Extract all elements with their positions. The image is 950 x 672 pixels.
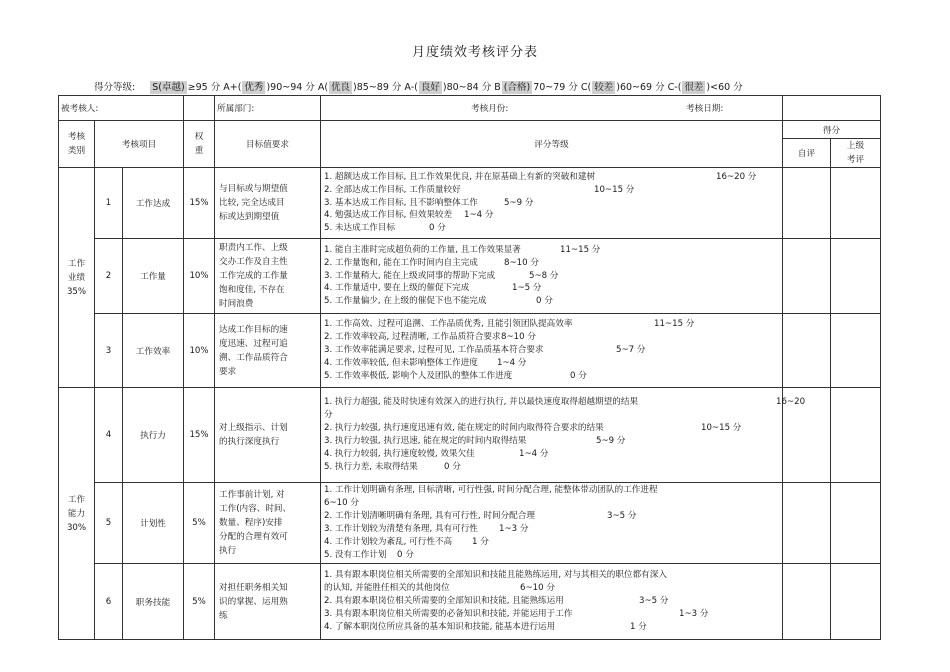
criteria-item: 1. 工作高效、过程可追溯、工作品质优秀, 且能引领团队提高效率 11~15 分 [324, 319, 695, 330]
grade-name: 优良 [331, 82, 351, 93]
page-title: 月度绩效考核评分表 [411, 45, 538, 60]
grade-name: 良好 [420, 82, 440, 93]
criteria-item: 分 [324, 410, 333, 421]
category-cell: 工作 能力 30% [59, 388, 95, 640]
criteria-item: 4. 执行力较弱, 执行速度较慢, 效果欠佳 1~4 分 [324, 448, 549, 459]
grade-range: )90~94 分 A( [266, 82, 329, 93]
grade-range: 70~79 分 C( [533, 82, 592, 93]
criteria-points: 10~15 分 [701, 423, 742, 434]
grade-scale [93, 79, 744, 93]
criteria-item: 5. 未达成工作目标 0 分 [324, 223, 446, 234]
criteria-item: 2. 执行力较强, 执行速度迅速有效, 能在规定的时间内取得符合要求的结果 10~15 分 [324, 423, 742, 434]
dept-label: 所属部门: [215, 96, 321, 121]
table-row [59, 239, 881, 314]
criteria-points: 1~5 分 [512, 283, 542, 294]
grade-range: ≥95 分 A+( [187, 82, 242, 93]
header-superior: 上级 考评 [831, 139, 881, 168]
self-score-cell[interactable] [783, 168, 831, 239]
criteria-item: 的认知, 并能胜任相关的其他岗位 6~10 分 [324, 583, 555, 594]
grade-range: )60~69 分 C-( [616, 82, 682, 93]
header-target: 目标值要求 [215, 121, 321, 168]
criteria-item: 3. 执行力较强, 执行迅速, 能在规定的时间内取得结果 5~9 分 [324, 436, 626, 446]
criteria-points: 16~20 [776, 397, 806, 408]
superior-score-cell[interactable] [831, 314, 881, 388]
assessee-value[interactable] [184, 96, 215, 121]
superior-score-cell[interactable] [831, 388, 881, 483]
item-name: 执行力 [123, 388, 184, 483]
criteria-points: 5~7 分 [616, 345, 646, 356]
category-cell: 工作 业绩 35% [59, 168, 95, 388]
criteria-points: 1~3 分 [679, 608, 709, 619]
criteria-item: 2. 工作效率较高, 过程清晰, 工作品质符合要求 8~10 分 [324, 332, 536, 343]
criteria-item: 2. 工作计划清晰明确有条理, 具有可行性, 时间分配合理 3~5 分 [324, 511, 637, 522]
target-requirement: 对上级指示、计划 的执行深度执行 [215, 388, 321, 483]
criteria-item: 4. 勉强达成工作目标, 但效果较差 1~4 分 [324, 210, 494, 221]
item-weight: 10% [184, 314, 215, 388]
superior-score-cell[interactable] [831, 483, 881, 564]
self-score-cell[interactable] [783, 239, 831, 314]
target-requirement: 工作事前计划, 对 工作(内容、时间、 数量、程序)安排 分配的合理有效可 执行 [215, 483, 321, 564]
item-weight: 5% [184, 564, 215, 640]
criteria-points: 0 分 [444, 461, 461, 472]
evaluation-table [58, 95, 881, 640]
header-category: 考核 类别 [59, 121, 95, 168]
superior-score-cell[interactable] [831, 564, 881, 640]
table-row [59, 168, 881, 239]
self-score-cell[interactable] [783, 483, 831, 564]
item-weight: 15% [184, 168, 215, 239]
criteria-item: 3. 工作计划较为清楚有条理, 具有可行性 1~3 分 [324, 524, 529, 534]
criteria-item: 5. 执行力差, 未取得结果 0 分 [324, 461, 461, 472]
criteria-item: 1. 具有跟本职岗位相关所需要的全部知识和技能且能熟练运用, 对与其相关的职位都有深入 [324, 570, 667, 581]
target-requirement: 与目标或与期望值 比较, 完全达成目 标或达到期望值 [215, 168, 321, 239]
info-row [59, 96, 881, 121]
superior-score-cell[interactable] [831, 168, 881, 239]
item-number: 3 [95, 314, 123, 388]
criteria-item: 2. 具有跟本职岗位相关所需要的全部知识和技能, 且能熟练运用 3~5 分 [324, 596, 669, 607]
criteria-points: 0 分 [570, 370, 587, 381]
table-row [59, 564, 881, 640]
criteria-item: 4. 工作效率较低, 但未影响整体工作进度 1~4 分 [324, 357, 527, 368]
dept-month-cell[interactable] [321, 96, 783, 121]
criteria-points: 8~10 分 [501, 332, 536, 343]
header-self: 自评 [783, 139, 831, 168]
criteria-points: 11~15 分 [654, 319, 695, 330]
date-value[interactable] [783, 96, 881, 121]
criteria-points: 0 分 [536, 296, 553, 307]
self-score-cell[interactable] [783, 314, 831, 388]
grade-name: 很差 [684, 82, 704, 93]
criteria-item: 5. 没有工作计划 0 分 [324, 549, 414, 560]
criteria-points: 16~20 分 [716, 171, 757, 182]
item-number: 1 [95, 168, 123, 239]
criteria-list [321, 314, 783, 388]
item-weight: 10% [184, 239, 215, 314]
criteria-item: 4. 工作量适中, 要在上级的催促下完成 1~5 分 [324, 283, 542, 294]
criteria-points: 1~4 分 [464, 210, 494, 221]
criteria-points: 5~9 分 [596, 436, 626, 446]
criteria-points: 6~10 分 [520, 583, 555, 594]
criteria-points: 5~9 分 [504, 197, 534, 208]
item-name: 职务技能 [123, 564, 184, 640]
target-requirement: 对担任职务相关知 识的掌握、运用熟 练 [215, 564, 321, 640]
criteria-item: 6~10 分 [324, 498, 359, 509]
item-weight: 5% [184, 483, 215, 564]
item-number: 5 [95, 483, 123, 564]
criteria-item: 3. 具有跟本职岗位相关所需要的必备知识和技能, 并能运用于工作 1~3 分 [324, 608, 709, 619]
criteria-points: 1~3 分 [499, 524, 529, 534]
criteria-item: 1. 工作计划明确有条理, 目标清晰, 可行性强, 时间分配合理, 能整体带动团队的工作进程 [324, 485, 658, 496]
item-name: 工作达成 [123, 168, 184, 239]
criteria-points: 0 分 [429, 223, 446, 234]
item-number: 2 [95, 239, 123, 314]
criteria-points: 8~10 分 [504, 257, 539, 268]
month-label: 考核月份: [471, 104, 509, 114]
table-row [59, 483, 881, 564]
grade-range: )85~89 分 A-( [353, 82, 418, 93]
criteria-item: 5. 工作效率极低, 影响个人及团队的整体工作进度 0 分 [324, 370, 587, 381]
superior-score-cell[interactable] [831, 239, 881, 314]
criteria-item: 3. 工作量稍大, 能在上级或同事的帮助下完成 5~8 分 [324, 270, 559, 281]
criteria-list [321, 388, 806, 483]
criteria-points: 0 分 [397, 549, 414, 560]
item-name: 工作量 [123, 239, 184, 314]
criteria-item: 3. 工作效率能满足要求, 过程可见, 工作品质基本符合要求 5~7 分 [324, 345, 646, 356]
item-weight: 15% [184, 388, 215, 483]
grade-range: )80~84 分 B [442, 82, 501, 93]
self-score-cell[interactable] [783, 564, 831, 640]
table-row [59, 388, 881, 483]
grade-range: )<60 分 [706, 82, 743, 93]
criteria-points: 1 分 [472, 536, 489, 547]
criteria-list [321, 564, 783, 640]
date-label: 考核日期: [686, 104, 724, 114]
item-number: 4 [95, 388, 123, 483]
header-row-1 [59, 121, 881, 139]
criteria-item: 1. 超额达成工作目标, 且工作效果优良, 并在原基础上有新的突破和建树 16~20 分 [324, 171, 757, 182]
criteria-points: 1 分 [630, 621, 647, 632]
target-requirement: 职责内工作、上级 交办工作及自主性 工作完成的工作量 饱和度佳, 不存在 时间浪费 [215, 239, 321, 314]
criteria-points: 3~5 分 [607, 511, 637, 522]
header-criteria: 评分等级 [321, 121, 783, 168]
criteria-item: 3. 基本达成工作目标, 且不影响整体工作 5~9 分 [324, 197, 534, 208]
item-name: 工作效率 [123, 314, 184, 388]
criteria-list [321, 239, 783, 314]
criteria-item: 4. 工作计划较为紊乱, 可行性不高 1 分 [324, 536, 489, 547]
grade-name: 较差 [594, 82, 614, 93]
criteria-points: 1~4 分 [519, 448, 549, 459]
grade-name: S(卓越) [152, 82, 185, 93]
criteria-list [321, 483, 783, 564]
criteria-item: 4. 了解本职岗位所应具备的基本知识和技能, 能基本进行运用 1 分 [324, 621, 647, 632]
criteria-item: 5. 工作量偏少, 在上级的催促下也不能完成 0 分 [324, 296, 553, 307]
header-item: 考核项目 [95, 121, 184, 168]
criteria-points: 5~8 分 [529, 270, 559, 281]
criteria-points: 3~5 分 [639, 596, 669, 607]
header-score: 得分 [783, 121, 881, 139]
grade-name: 优秀 [244, 82, 264, 93]
criteria-points: 11~15 分 [560, 244, 601, 255]
criteria-points: 1~4 分 [497, 357, 527, 368]
grade-range: 得分等级: [94, 82, 136, 93]
target-requirement: 达成工作目标的速 度迅速、过程可追 溯、工作品质符合 要求 [215, 314, 321, 388]
criteria-item: 2. 全部达成工作目标, 工作质量较好 10~15 分 [324, 184, 635, 195]
header-weight: 权 重 [184, 121, 215, 168]
grade-name: (合格) [503, 82, 531, 93]
criteria-item: 1. 执行力超强, 能及时快速有效深入的进行执行, 并以最快速度取得超越期望的结果 16~20 [324, 397, 806, 408]
assessee-label: 被考核人: [59, 96, 184, 121]
table-row [59, 314, 881, 388]
item-number: 6 [95, 564, 123, 640]
criteria-points: 10~15 分 [594, 184, 635, 195]
criteria-item: 1. 能自主准时完成超负荷的工作量, 且工作效果显著 11~15 分 [324, 244, 601, 255]
item-name: 计划性 [123, 483, 184, 564]
criteria-list [321, 168, 783, 239]
criteria-item: 2. 工作量饱和, 能在工作时间内自主完成 8~10 分 [324, 257, 539, 268]
